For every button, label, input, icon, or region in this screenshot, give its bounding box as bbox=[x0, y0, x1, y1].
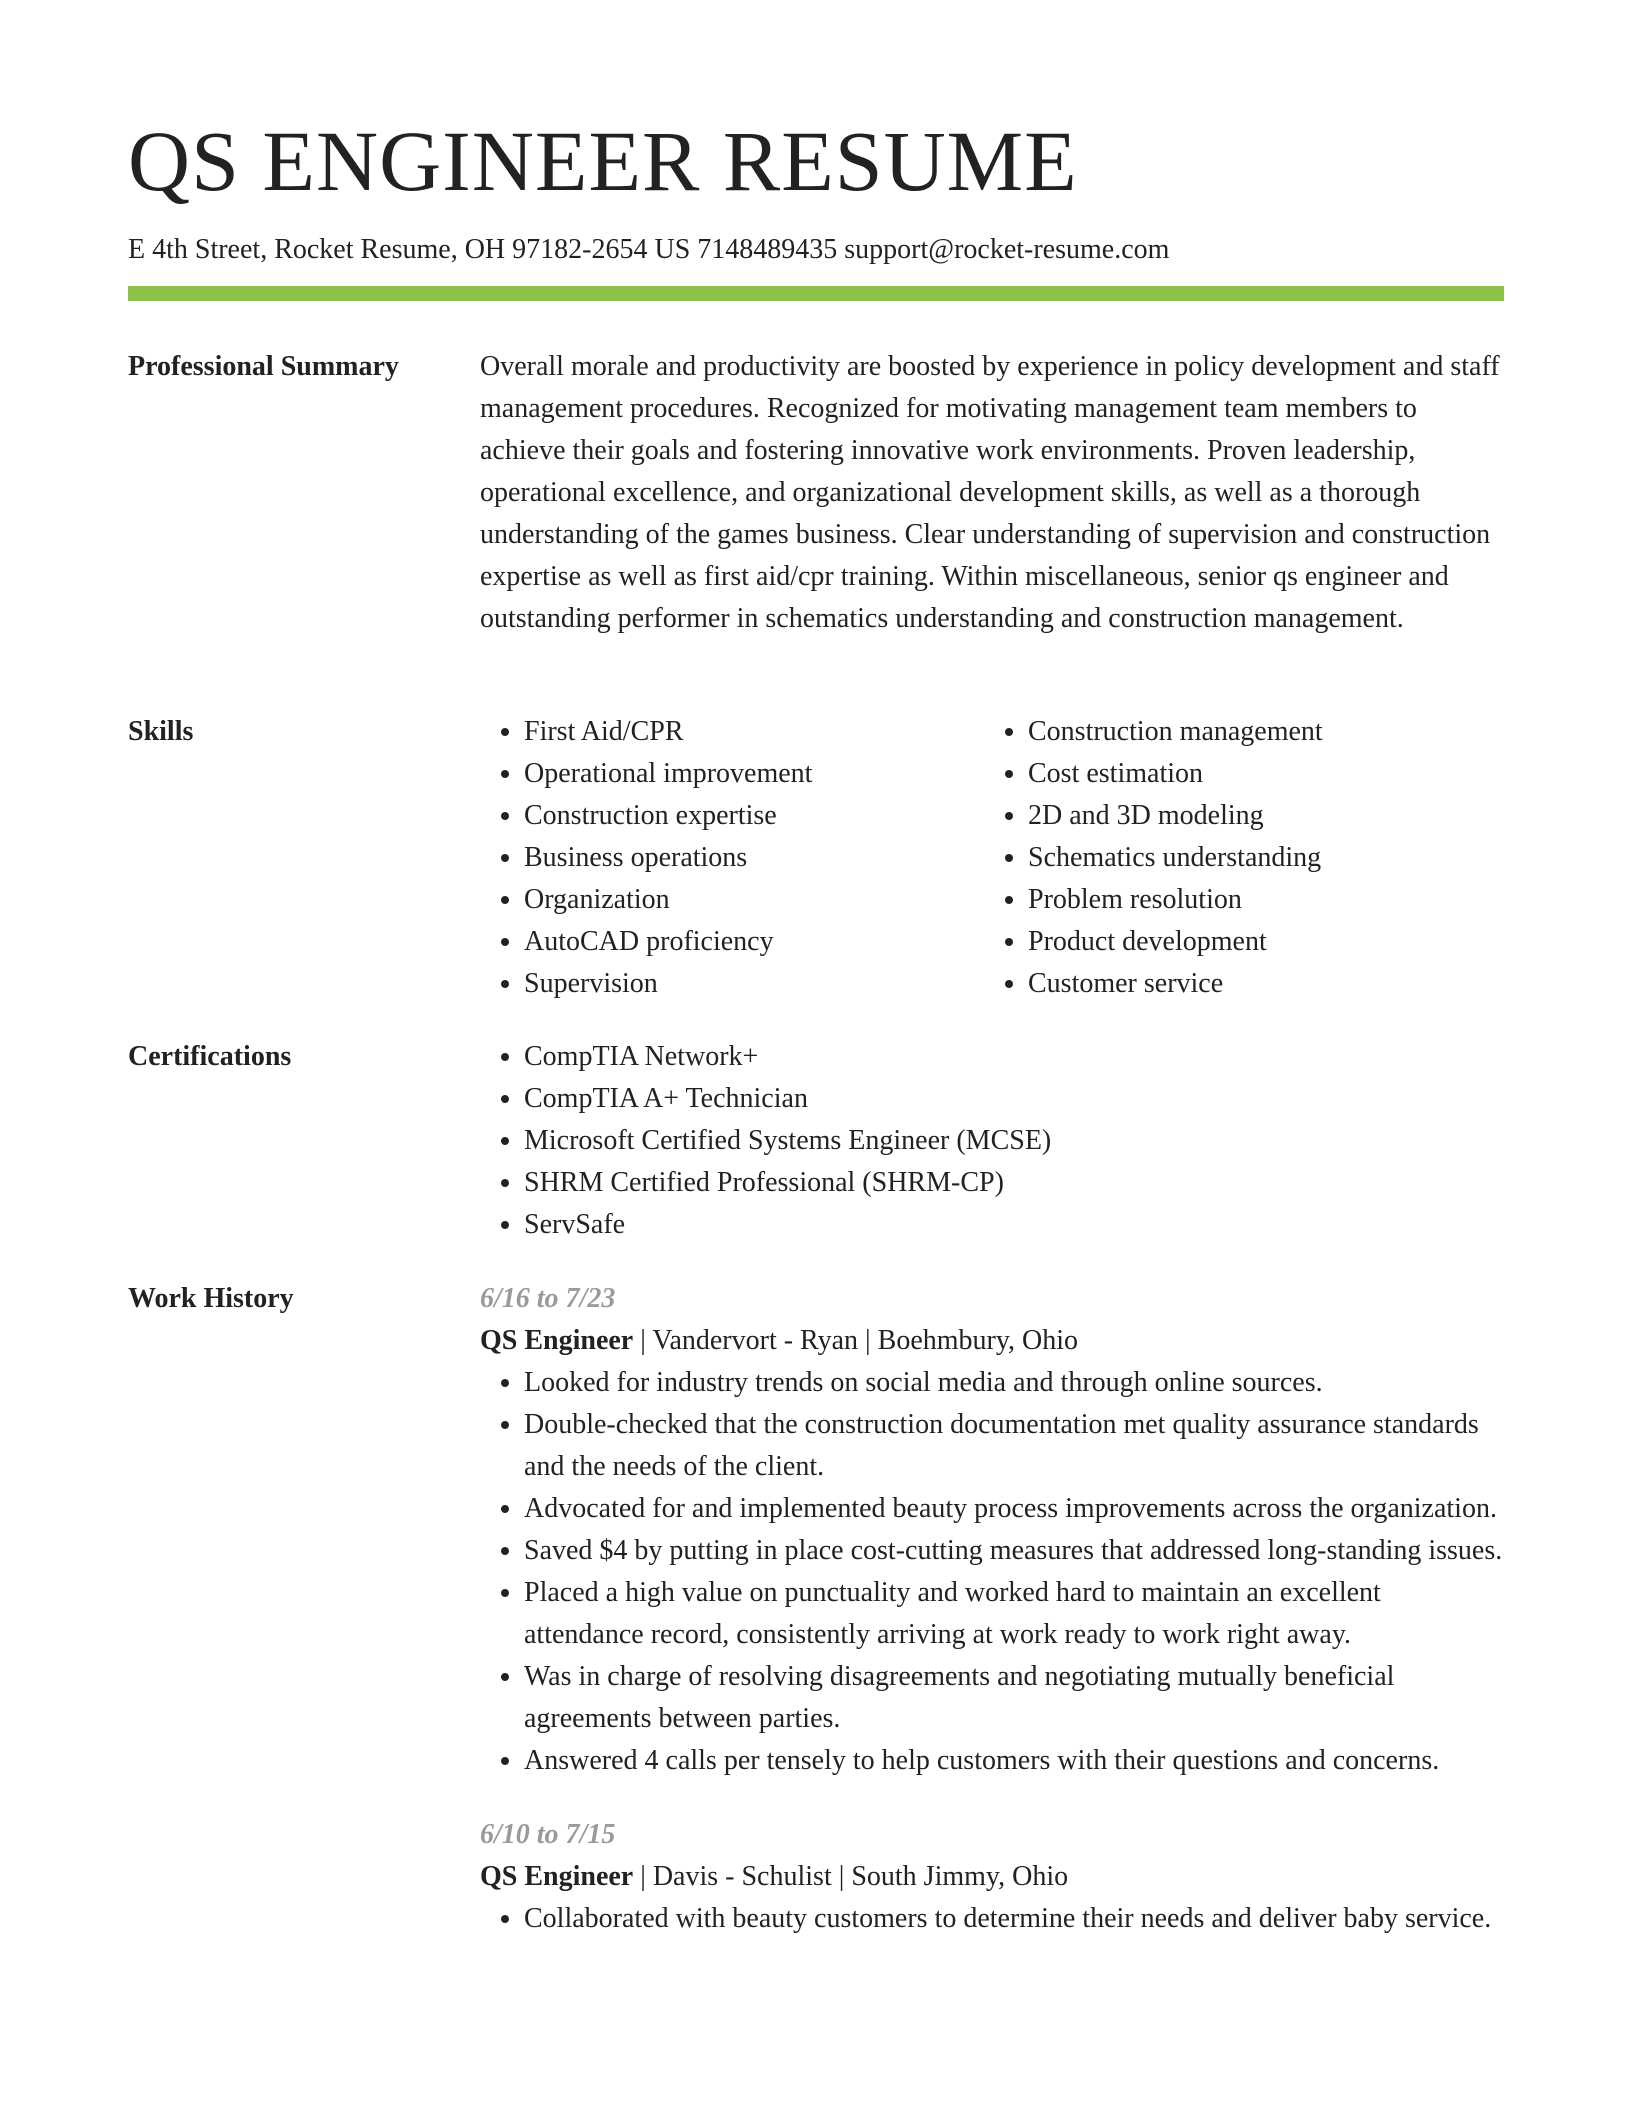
job-bullets bbox=[480, 1362, 1504, 1782]
job-bullets bbox=[480, 1898, 1504, 1940]
job-entry bbox=[480, 1814, 1504, 1940]
job-bullet: • Advocated for and implemented beauty process improvements across the organization. bbox=[524, 1488, 1504, 1530]
job-bullet: • Saved $4 by putting in place cost-cutting measures that addressed long-standing issues. bbox=[524, 1530, 1504, 1572]
job-bullet: • Placed a high value on punctuality and worked hard to maintain an excellent attendance record, consistently arriving at work ready to work right away. bbox=[524, 1572, 1504, 1656]
certification-item: • SHRM Certified Professional (SHRM-CP) bbox=[524, 1162, 1504, 1204]
job-dates: 6/16 to 7/23 bbox=[480, 1283, 616, 1314]
skill-item: • Product development bbox=[1028, 921, 1488, 963]
certification-item: • CompTIA A+ Technician bbox=[524, 1078, 1504, 1120]
skill-item: • Construction management bbox=[1028, 711, 1488, 753]
skills-list-left bbox=[480, 711, 984, 1005]
job-bullet: • Collaborated with beauty customers to determine their needs and deliver baby service. bbox=[524, 1898, 1504, 1940]
job-employer-location: | Davis - Schulist | South Jimmy, Ohio bbox=[633, 1861, 1069, 1892]
skill-item: • Problem resolution bbox=[1028, 879, 1488, 921]
summary-heading: Professional Summary bbox=[128, 351, 399, 382]
skill-item: • Cost estimation bbox=[1028, 753, 1488, 795]
email: support@rocket-resume.com bbox=[844, 234, 1170, 265]
skill-item: • AutoCAD proficiency bbox=[524, 921, 984, 963]
certification-item: • CompTIA Network+ bbox=[524, 1036, 1504, 1078]
job-title-line bbox=[480, 1320, 1504, 1362]
address: E 4th Street, Rocket Resume, OH 97182-2654 US bbox=[128, 234, 691, 265]
skill-item: • Operational improvement bbox=[524, 753, 984, 795]
certifications-heading: Certifications bbox=[128, 1041, 292, 1072]
skill-item: • Business operations bbox=[524, 837, 984, 879]
skill-item: • Organization bbox=[524, 879, 984, 921]
job-bullet: • Was in charge of resolving disagreements and negotiating mutually beneficial agreements between parties. bbox=[524, 1656, 1504, 1740]
job-employer-location: | Vandervort - Ryan | Boehmbury, Ohio bbox=[633, 1325, 1079, 1356]
summary-text: Overall morale and productivity are boosted by experience in policy development and staff management procedures. Recognized for motivating management team members to achieve their goals and fostering innovative work environments. Proven leadership, operational excellence, and organizational development skills, as well as a thorough understanding of the games business. Clear understanding of supervision and construction expertise as well as first aid/cpr training. Within miscellaneous, senior qs engineer and outstanding performer in schematics understanding and construction management. bbox=[480, 351, 1500, 634]
skill-item: • First Aid/CPR bbox=[524, 711, 984, 753]
work-history-jobs bbox=[480, 1278, 1504, 1940]
skill-item: • Supervision bbox=[524, 963, 984, 1005]
contact-line bbox=[128, 232, 1169, 268]
skill-item: • 2D and 3D modeling bbox=[1028, 795, 1488, 837]
resume-title: QS ENGINEER RESUME bbox=[128, 113, 1078, 209]
job-title: QS Engineer bbox=[480, 1861, 634, 1892]
job-bullet: • Answered 4 calls per tensely to help customers with their questions and concerns. bbox=[524, 1740, 1504, 1782]
job-title: QS Engineer bbox=[480, 1325, 634, 1356]
skill-item: • Customer service bbox=[1028, 963, 1488, 1005]
skills-heading: Skills bbox=[128, 716, 194, 747]
certification-item: • Microsoft Certified Systems Engineer (MCSE) bbox=[524, 1120, 1504, 1162]
skill-item: • Schematics understanding bbox=[1028, 837, 1488, 879]
job-entry bbox=[480, 1278, 1504, 1782]
job-bullet: • Double-checked that the construction documentation met quality assurance standards and the needs of the client. bbox=[524, 1404, 1504, 1488]
job-bullet: • Looked for industry trends on social media and through online sources. bbox=[524, 1362, 1504, 1404]
skills-list-right bbox=[984, 711, 1488, 1005]
skill-item: • Construction expertise bbox=[524, 795, 984, 837]
accent-divider bbox=[128, 286, 1504, 301]
phone: 7148489435 bbox=[697, 234, 838, 265]
job-dates: 6/10 to 7/15 bbox=[480, 1819, 616, 1850]
certifications-list bbox=[480, 1036, 1504, 1246]
certification-item: • ServSafe bbox=[524, 1204, 1504, 1246]
job-title-line bbox=[480, 1856, 1504, 1898]
work-history-heading: Work History bbox=[128, 1283, 294, 1314]
